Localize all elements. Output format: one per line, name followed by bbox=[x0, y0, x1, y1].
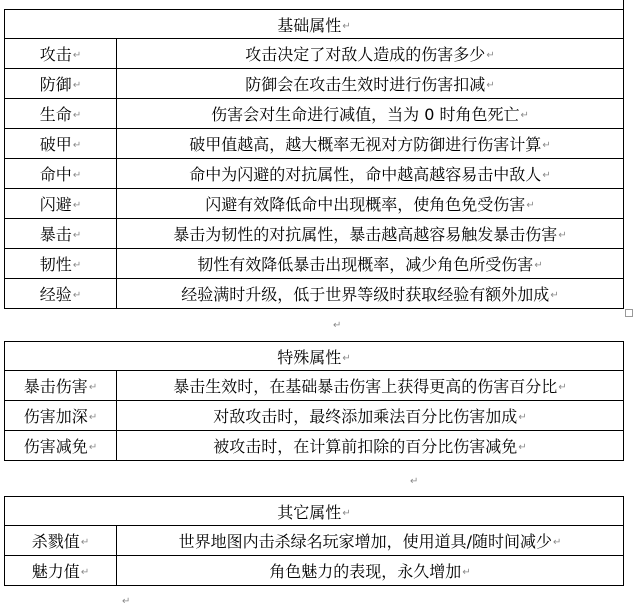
attr-desc-cell bbox=[117, 249, 624, 279]
attr-name: 闪避 bbox=[39, 195, 72, 214]
table-title-row bbox=[5, 342, 624, 371]
attr-desc-cell bbox=[117, 279, 624, 309]
attr-name: 攻击 bbox=[39, 45, 72, 64]
attr-name: 命中 bbox=[39, 165, 72, 184]
cell-end-mark: ↵ bbox=[550, 290, 559, 301]
table-row bbox=[5, 249, 624, 279]
cell-end-mark: ↵ bbox=[486, 50, 495, 61]
attr-name: 伤害加深 bbox=[23, 407, 88, 426]
cell-end-mark: ↵ bbox=[342, 352, 351, 364]
cell-end-mark: ↵ bbox=[80, 567, 90, 578]
table-title-row bbox=[5, 10, 624, 39]
attr-name-cell bbox=[5, 526, 117, 556]
attr-name-cell bbox=[5, 159, 117, 189]
table-row bbox=[5, 159, 624, 189]
attr-desc: 韧性有效降低暴击出现概率，减少角色所受伤害 bbox=[197, 255, 534, 274]
cell-end-mark: ↵ bbox=[486, 80, 495, 91]
attr-desc: 对敌攻击时，最终添加乘法百分比伤害加成 bbox=[213, 407, 518, 426]
attr-name: 魅力值 bbox=[31, 562, 80, 581]
attr-name-cell bbox=[5, 39, 117, 69]
table-row bbox=[5, 69, 624, 99]
cell-end-mark: ↵ bbox=[542, 170, 551, 181]
table-edge-line bbox=[623, 0, 624, 37]
cell-end-mark: ↵ bbox=[72, 80, 82, 91]
table-row bbox=[5, 401, 624, 431]
attr-desc: 破甲值越高，越大概率无视对方防御进行伤害计算 bbox=[189, 135, 542, 154]
basic-attributes-table bbox=[4, 9, 624, 309]
cell-end-mark: ↵ bbox=[542, 140, 551, 151]
attr-desc-cell bbox=[117, 431, 624, 461]
table-row bbox=[5, 219, 624, 249]
cell-end-mark: ↵ bbox=[342, 507, 351, 519]
attr-desc-cell bbox=[117, 219, 624, 249]
cell-end-mark: ↵ bbox=[88, 412, 98, 423]
paragraph-mark: ↵ bbox=[122, 596, 131, 607]
cell-end-mark: ↵ bbox=[558, 382, 567, 393]
special-attributes-table bbox=[4, 341, 624, 461]
attr-desc-cell bbox=[117, 189, 624, 219]
table-title bbox=[5, 342, 624, 371]
attr-desc-cell bbox=[117, 69, 624, 99]
attr-desc-cell bbox=[117, 401, 624, 431]
attr-desc: 世界地图内击杀绿名玩家增加，使用道具/随时间减少 bbox=[178, 532, 552, 551]
cell-end-mark: ↵ bbox=[72, 110, 82, 121]
attr-desc: 暴击生效时，在基础暴击伤害上获得更高的伤害百分比 bbox=[173, 377, 558, 396]
attr-desc-cell bbox=[117, 526, 624, 556]
table-title-text: 基础属性 bbox=[277, 15, 342, 35]
cell-end-mark: ↵ bbox=[342, 20, 351, 32]
attr-name-cell bbox=[5, 431, 117, 461]
table-row bbox=[5, 556, 624, 586]
attr-desc: 伤害会对生命进行减值，当为 0 时角色死亡 bbox=[211, 105, 520, 124]
cell-end-mark: ↵ bbox=[72, 230, 82, 241]
table-row bbox=[5, 371, 624, 401]
attr-name-cell bbox=[5, 401, 117, 431]
paragraph-mark: ↵ bbox=[333, 320, 342, 331]
table-row bbox=[5, 99, 624, 129]
attr-name: 经验 bbox=[39, 285, 72, 304]
cell-end-mark: ↵ bbox=[72, 290, 82, 301]
cell-end-mark: ↵ bbox=[518, 442, 527, 453]
attr-desc: 暴击为韧性的对抗属性，暴击越高越容易触发暴击伤害 bbox=[173, 225, 558, 244]
attr-desc: 命中为闪避的对抗属性，命中越高越容易击中敌人 bbox=[189, 165, 542, 184]
attr-desc: 经验满时升级，低于世界等级时获取经验有额外加成 bbox=[181, 285, 550, 304]
paragraph-mark: ↵ bbox=[410, 476, 419, 487]
table-title bbox=[5, 497, 624, 526]
cell-end-mark: ↵ bbox=[520, 110, 529, 121]
table-row bbox=[5, 431, 624, 461]
attr-name: 杀戮值 bbox=[31, 532, 80, 551]
attr-name-cell bbox=[5, 129, 117, 159]
table-row bbox=[5, 526, 624, 556]
table-title-row bbox=[5, 497, 624, 526]
table-row bbox=[5, 129, 624, 159]
cell-end-mark: ↵ bbox=[80, 537, 90, 548]
cell-end-mark: ↵ bbox=[72, 260, 82, 271]
attr-name: 暴击 bbox=[39, 225, 72, 244]
attr-name: 防御 bbox=[39, 75, 72, 94]
cell-end-mark: ↵ bbox=[526, 200, 535, 211]
attr-desc: 闪避有效降低命中出现概率，使角色免受伤害 bbox=[205, 195, 526, 214]
table-row bbox=[5, 39, 624, 69]
attr-name-cell bbox=[5, 371, 117, 401]
cell-end-mark: ↵ bbox=[88, 442, 98, 453]
attr-name: 暴击伤害 bbox=[23, 377, 88, 396]
table-row bbox=[5, 279, 624, 309]
attr-name-cell bbox=[5, 556, 117, 586]
cell-end-mark: ↵ bbox=[553, 537, 562, 548]
other-attributes-table bbox=[4, 496, 624, 586]
attr-name-cell bbox=[5, 189, 117, 219]
attr-desc-cell bbox=[117, 556, 624, 586]
cell-end-mark: ↵ bbox=[72, 200, 82, 211]
attr-desc-cell bbox=[117, 159, 624, 189]
table-row bbox=[5, 189, 624, 219]
cell-end-mark: ↵ bbox=[462, 567, 471, 578]
attr-desc-cell bbox=[117, 129, 624, 159]
attr-name: 韧性 bbox=[39, 255, 72, 274]
attr-desc-cell bbox=[117, 99, 624, 129]
table-resize-handle[interactable] bbox=[625, 309, 633, 317]
attr-desc: 防御会在攻击生效时进行伤害扣减 bbox=[245, 75, 486, 94]
table-title-text: 特殊属性 bbox=[277, 347, 342, 367]
attr-name: 破甲 bbox=[39, 135, 72, 154]
table-title bbox=[5, 10, 624, 39]
attr-name: 生命 bbox=[39, 105, 72, 124]
cell-end-mark: ↵ bbox=[88, 382, 98, 393]
attr-desc: 攻击决定了对敌人造成的伤害多少 bbox=[245, 45, 486, 64]
cell-end-mark: ↵ bbox=[72, 50, 82, 61]
attr-desc: 被攻击时，在计算前扣除的百分比伤害减免 bbox=[213, 437, 518, 456]
cell-end-mark: ↵ bbox=[558, 230, 567, 241]
attr-name-cell bbox=[5, 99, 117, 129]
table-title-text: 其它属性 bbox=[277, 502, 342, 522]
attr-name-cell bbox=[5, 249, 117, 279]
attr-desc: 角色魅力的表现，永久增加 bbox=[269, 562, 462, 581]
attr-name: 伤害减免 bbox=[23, 437, 88, 456]
attr-name-cell bbox=[5, 219, 117, 249]
cell-end-mark: ↵ bbox=[72, 170, 82, 181]
attr-desc-cell bbox=[117, 39, 624, 69]
cell-end-mark: ↵ bbox=[534, 260, 543, 271]
cell-end-mark: ↵ bbox=[72, 140, 82, 151]
attr-name-cell bbox=[5, 69, 117, 99]
attr-desc-cell bbox=[117, 371, 624, 401]
cell-end-mark: ↵ bbox=[518, 412, 527, 423]
attr-name-cell bbox=[5, 279, 117, 309]
